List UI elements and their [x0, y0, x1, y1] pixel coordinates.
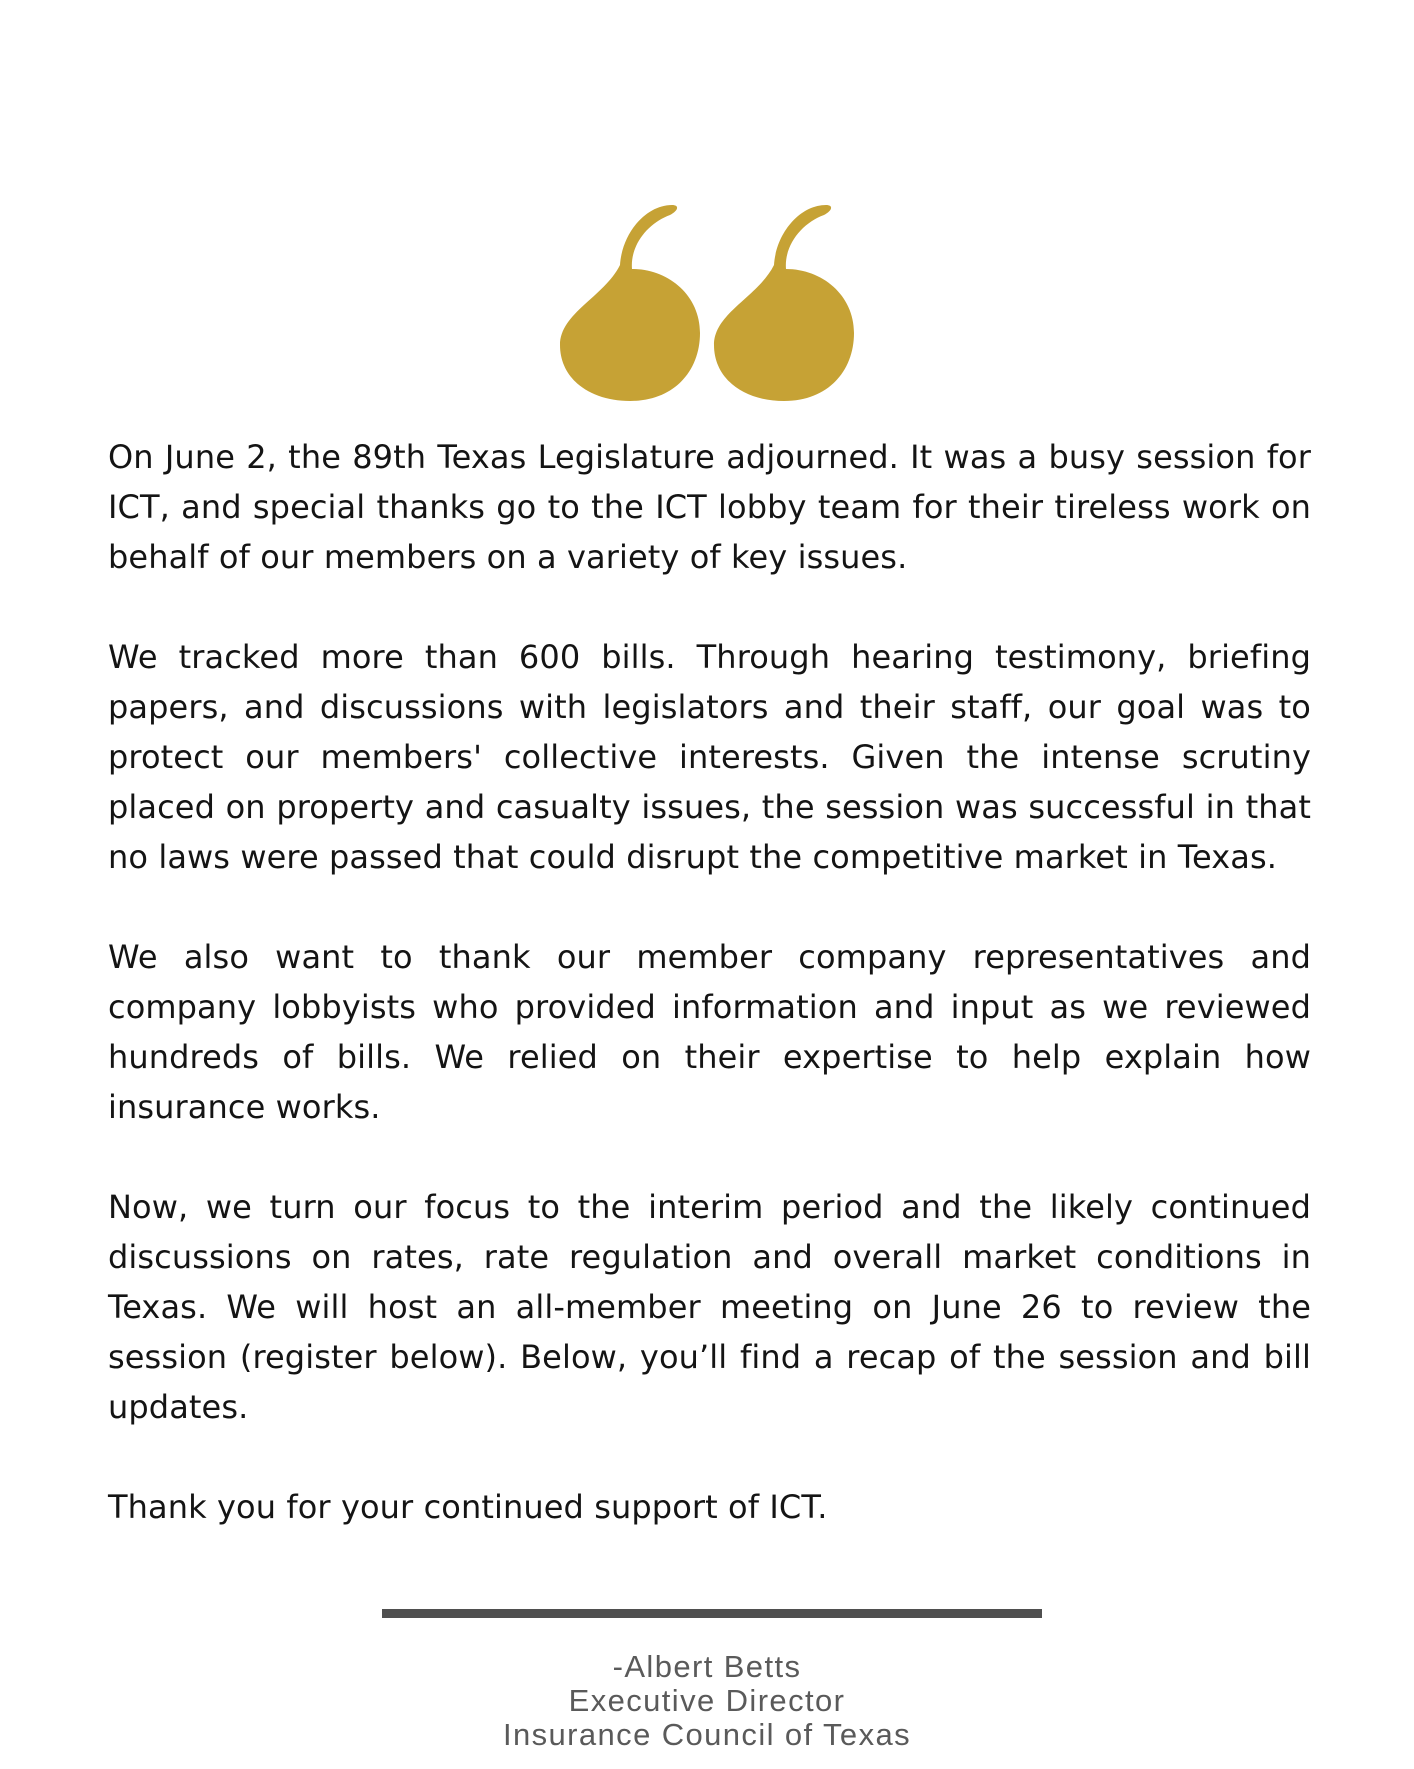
quotation-mark-icon	[560, 205, 854, 405]
letter-body	[108, 432, 1311, 1532]
right-quote-glyph	[714, 205, 854, 401]
signature-divider	[382, 1609, 1042, 1618]
left-quote-glyph	[560, 205, 700, 401]
signature-name: -Albert Betts	[612, 1649, 802, 1684]
signature-title: Executive Director	[568, 1683, 846, 1718]
letter-paragraph: We tracked more than 600 bills. Through hearing testimony, briefing papers, and discussions with legislators and their staff, our goal was to protect our members' collective interests. Given the intense scrutiny placed on property and casualty issues, the session was successful in that no laws were passed that could disrupt the competitive market in Texas.	[108, 638, 1311, 876]
signature-block	[0, 1650, 1414, 1752]
signature-organization: Insurance Council of Texas	[502, 1717, 912, 1752]
letter-closing: Thank you for your continued support of ICT.	[108, 1488, 828, 1526]
letter-paragraph: On June 2, the 89th Texas Legislature adjourned. It was a busy session for ICT, and special thanks go to the ICT lobby team for their tireless work on behalf of our members on a variety of key issues.	[108, 438, 1311, 576]
letter-paragraph: Now, we turn our focus to the interim period and the likely continued discussions on rates, rate regulation and overall market conditions in Texas. We will host an all-member meeting on June 26 to review the session (register below). Below, you’ll find a recap of the session and bill updates.	[108, 1188, 1311, 1426]
letter-paragraph: We also want to thank our member company representatives and company lobbyists who provided information and input as we reviewed hundreds of bills. We relied on their expertise to help explain how insurance works.	[108, 938, 1311, 1126]
